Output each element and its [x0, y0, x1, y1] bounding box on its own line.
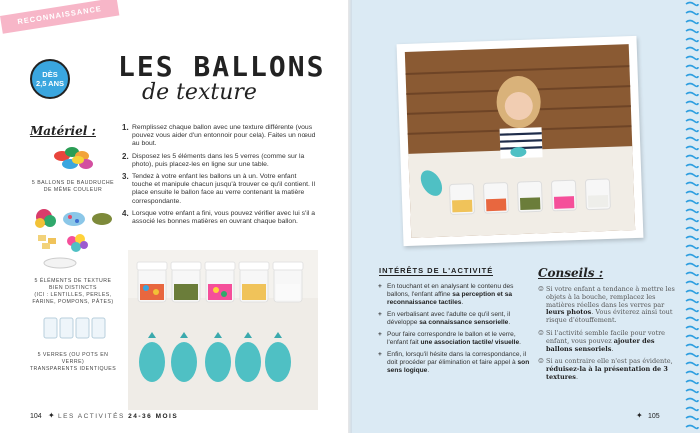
conseils-list [538, 286, 676, 387]
caption-line: (ICI : LENTILLES, PERLES, [34, 292, 112, 298]
star-icon: ✦ [48, 411, 55, 420]
check-icon: ☺ [538, 357, 544, 366]
interet-highlight: une association tactile/ visuelle [420, 339, 520, 346]
step-text: Tendez à votre enfant les ballons un à un. Votre enfant touche et manipule chacun jusqu'à trouver ce qu'il contient. Il place ensuite le ballon face au verre contenant la matière correspondante. [132, 173, 316, 205]
page-title: LES BALLONS [118, 50, 326, 83]
balloons-illustration [52, 144, 98, 174]
caption-line: 5 BALLONS DE BAUDRUCHE [31, 180, 115, 186]
interet-highlight: sa connaissance sensorielle [419, 319, 509, 326]
child-photo [397, 36, 644, 246]
conseil-text: Si l'activité semble facile pour votre enfant, vous pouvez [546, 328, 666, 345]
page-number-left: 104 [30, 413, 42, 420]
step-text: Lorsque votre enfant a fini, vous pouvez vérifier avec lui s'il a associé les bonnes matières en ouvrant chaque ballon. [132, 209, 316, 226]
interet-text-end: . [508, 319, 511, 326]
conseil-highlight: ajouter des ballons sensoriels [546, 336, 655, 353]
conseil-highlight: leurs photos [546, 308, 592, 317]
age-badge-line1: DÈS [42, 70, 58, 79]
age-badge [30, 59, 70, 99]
plus-icon: + [378, 311, 382, 318]
step-item [122, 153, 318, 169]
caption-line: 5 ÉLÉMENTS DE TEXTURE [34, 278, 112, 284]
interet-text-end: . [519, 339, 521, 346]
instruction-steps [122, 124, 318, 230]
caption-line: FARINE, POMPONS, PÂTES) [32, 299, 114, 305]
interet-item [378, 351, 530, 375]
interet-text-end: . [461, 299, 464, 306]
textures-illustration [32, 207, 118, 271]
conseil-text-end: . [575, 372, 579, 381]
step-number: 4. [122, 208, 129, 218]
interet-text: En touchant et en analysant le contenu des ballons, l'enfant affine [387, 283, 514, 298]
book-gutter [348, 0, 352, 433]
wavy-edge-decoration [684, 0, 700, 433]
materiel-caption-2 [28, 278, 118, 306]
step-item [122, 124, 318, 149]
step-number: 1. [122, 123, 129, 132]
conseil-text-end: . [611, 344, 614, 353]
plus-icon: + [378, 351, 382, 358]
caption-line: DE MÊME COULEUR [43, 187, 103, 193]
age-badge-line2: 2,5 ANS [35, 79, 65, 88]
conseils-heading: Conseils : [538, 266, 604, 280]
star-icon: ✦ [636, 411, 643, 420]
interet-item [378, 331, 530, 347]
caption-line: TRANSPARENTS IDENTIQUES [29, 366, 117, 372]
interet-highlight: son sens logique [387, 359, 530, 374]
step-text: Remplissez chaque ballon avec une texture différente (vous pouvez vous aider d'un entonnoir pour cela). Faites un nœud au bout. [132, 124, 316, 148]
footer-prefix: LES ACTIVITÉS [58, 413, 129, 420]
interet-text: En verbalisant avec l'adulte ce qu'il sent, il développe [387, 311, 511, 326]
materiel-caption-1 [28, 180, 118, 194]
step-number: 2. [122, 151, 129, 161]
plus-icon: + [378, 283, 382, 290]
interet-text: Pour faire correspondre le ballon et le verre, l'enfant fait [387, 331, 516, 346]
interets-list [378, 283, 530, 379]
conseil-highlight: réduisez-la à la présentation de 3 textures [546, 365, 668, 381]
child-photo-frame [397, 36, 644, 246]
caption-line: 5 VERRES (OU POTS EN VERRE) [37, 352, 109, 365]
conseil-item [538, 358, 676, 381]
interet-highlight: sa perception et sa reconnaissance tactiles [387, 291, 513, 306]
interet-text-end: . [427, 367, 430, 374]
jars-balloons-photo [128, 250, 318, 410]
check-icon: ☺ [538, 328, 544, 337]
step-item [122, 173, 318, 206]
interet-item [378, 283, 530, 307]
interet-item [378, 311, 530, 327]
materiel-caption-3 [28, 352, 118, 373]
footer-age-range: 24-36 MOIS [128, 413, 179, 420]
glasses-illustration [42, 314, 108, 342]
check-icon: ☺ [538, 285, 544, 293]
plus-icon: + [378, 331, 382, 338]
section-footer [58, 413, 178, 420]
conseil-text: Si votre enfant a tendance à mettre les objets à la bouche, remplacez les matières réelles dans les verres par [546, 285, 675, 309]
interet-text: Enfin, lorsqu'il hésite dans la correspondance, il doit procéder par élimination et faire appel à [387, 351, 527, 366]
conseil-text: Si au contraire elle n'est pas évidente, [546, 357, 673, 366]
page-number-right: 105 [648, 413, 660, 420]
materiel-heading: Matériel : [30, 124, 96, 138]
page-subtitle: de texture [142, 80, 257, 105]
conseil-item [538, 286, 676, 325]
step-text: Disposez les 5 éléments dans les 5 verres (comme sur la photo), puis placez-les en ligne sur une table. [132, 152, 305, 168]
conseil-item [538, 330, 676, 353]
step-item [122, 210, 318, 226]
interets-heading: INTÉRÊTS DE L'ACTIVITÉ [379, 266, 494, 275]
caption-line: BIEN DISTINCTS [49, 285, 97, 291]
category-ribbon: RECONNAISSANCE TACTILE [0, 0, 119, 34]
conseil-text-end: . Vous éviterez ainsi tout risque d'étouffement. [546, 308, 673, 325]
step-number: 3. [122, 172, 129, 182]
